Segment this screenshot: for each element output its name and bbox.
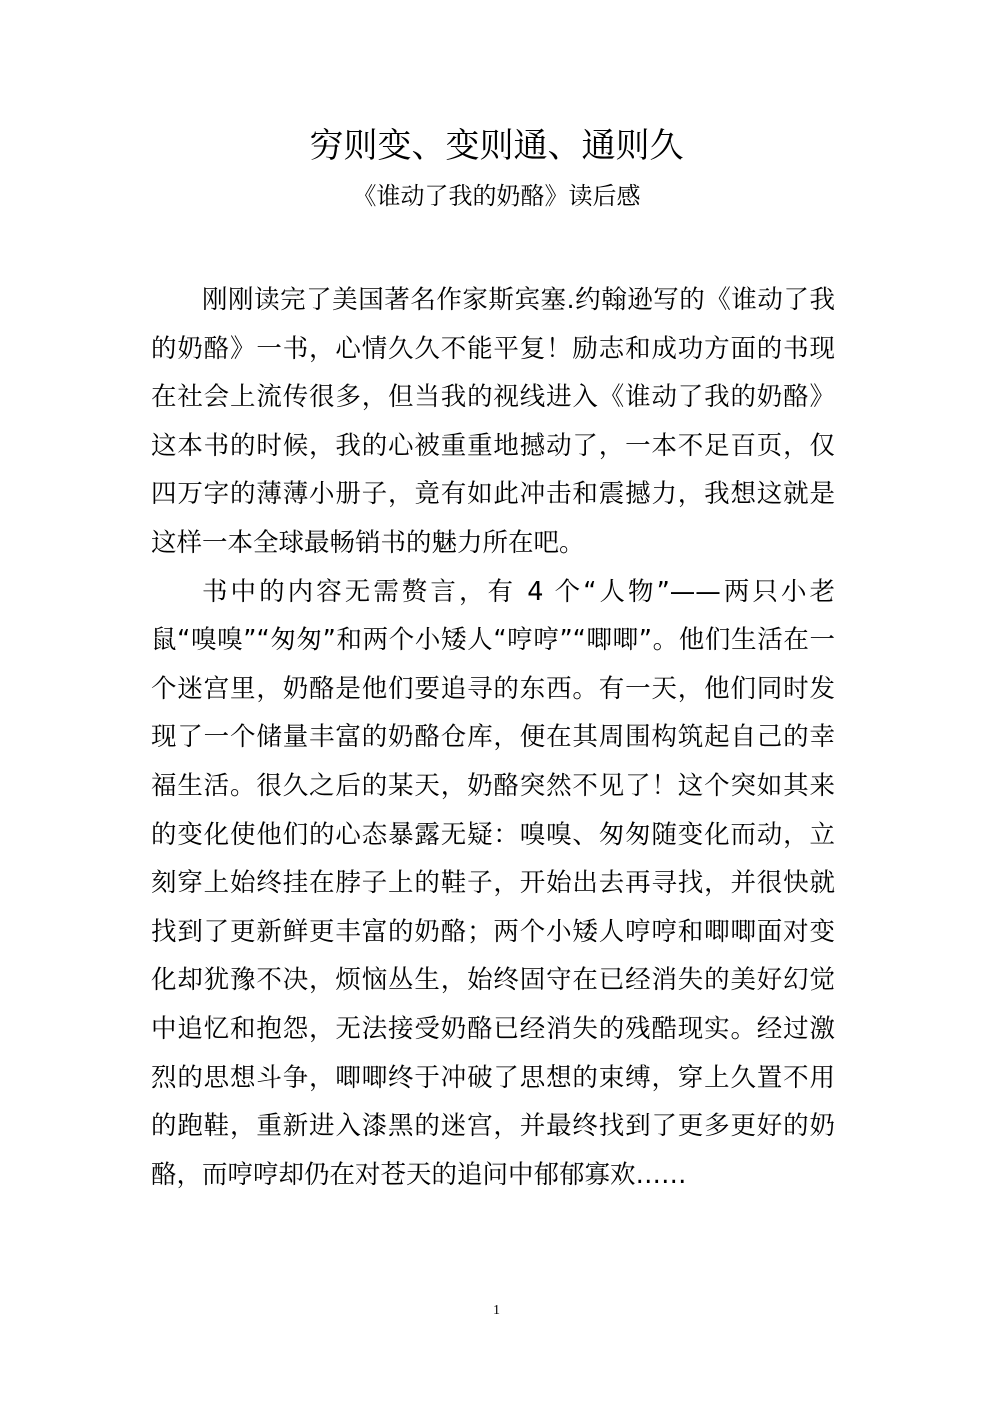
document-title: 穷则变、变则通、通则久 xyxy=(309,126,684,166)
paragraph-2: 书中的内容无需赘言，有 4 个“人物”——两只小老鼠“嗅嗅”“匆匆”和两个小矮人“哼哼”“唧唧”。他们生活在一个迷宫里，奶酪是他们要追寻的东西。有一天，他们同时发现了一个储量丰富的奶酪仓库，便在其周围构筑起自己的幸福生活。很久之后的某天，奶酪突然不见了！这个突如其来的变化使他们的心态暴露无疑：嗅嗅、匆匆随变化而动，立刻穿上始终挂在脖子上的鞋子，开始出去再寻找，并很快就找到了更新鲜更丰富的奶酪；两个小矮人哼哼和唧唧面对变化却犹豫不决，烦恼丛生，始终固守在已经消失的美好幻觉中追忆和抱怨，无法接受奶酪已经消失的残酷现实。经过激烈的思想斗争，唧唧终于冲破了思想的束缚，穿上久置不用的跑鞋，重新进入漆黑的迷宫，并最终找到了更多更好的奶酪，而哼哼却仍在对苍天的追问中郁郁寡欢…… xyxy=(151,576,835,1190)
document-subtitle: 《谁动了我的奶酪》读后感 xyxy=(352,182,641,210)
page-number: 1 xyxy=(493,1303,500,1318)
paragraph-1: 刚刚读完了美国著名作家斯宾塞.约翰逊写的《谁动了我的奶酪》一书，心情久久不能平复！励志和成功方面的书现在社会上流传很多，但当我的视线进入《谁动了我的奶酪》这本书的时候，我的心被重重地撼动了，一本不足百页，仅四万字的薄薄小册子，竟有如此冲击和震撼力，我想这就是这样一本全球最畅销书的魅力所在吧。 xyxy=(151,285,835,558)
document-body xyxy=(151,276,835,1199)
